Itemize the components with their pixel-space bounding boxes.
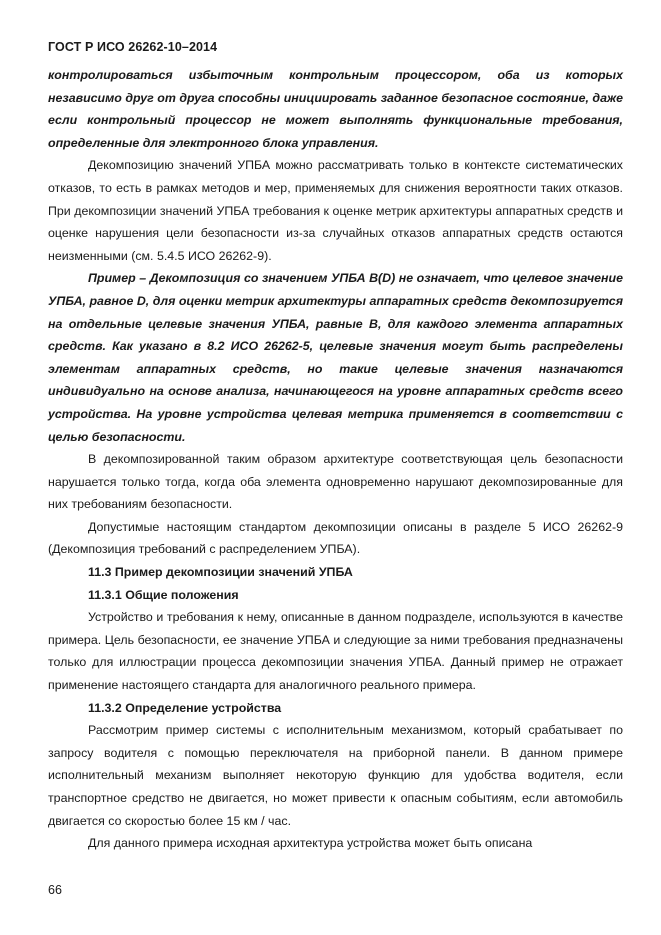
section-heading-11-3: 11.3 Пример декомпозиции значений УПБА: [88, 565, 353, 580]
paragraph-item-definition: Рассмотрим пример системы с исполнительным механизмом, который срабатывает по запросу водителя с помощью переключателя на приборной панели. В данном примере исполнительный механизм выполняет некоторую функцию для удобства водителя, если транспортное средство не двигается, но может привести к опасным событиям, если автомобиль двигается со скоростью более 15 км / час.: [48, 723, 623, 828]
paragraph-general-provisions: Устройство и требования к нему, описанные в данном подразделе, используются в качестве примера. Цель безопасности, ее значение УПБА и следующие за ними требования предназначены только для иллюстрации процесса декомпозиции значения УПБА. Данный пример не отражает применение настоящего стандарта для аналогичного реального примера.: [48, 610, 623, 693]
paragraph-initial-architecture: Для данного примера исходная архитектура устройства может быть описана: [88, 836, 533, 851]
section-heading-11-3-1: 11.3.1 Общие положения: [88, 587, 239, 602]
page-number: 66: [48, 883, 62, 897]
page-body: [48, 64, 623, 855]
document-header: ГОСТ Р ИСО 26262-10–2014: [48, 40, 218, 54]
paragraph-allowed-decompositions: Допустимые настоящим стандартом декомпозиции описаны в разделе 5 ИСО 26262-9 (Декомпозиция требований с распределением УПБА).: [48, 519, 623, 557]
paragraph-decomposed-architecture: В декомпозированной таким образом архитектуре соответствующая цель безопасности нарушается только тогда, когда оба элемента одновременно нарушают декомпозированные для них требованиям безопасности.: [48, 452, 623, 512]
section-heading-11-3-2: 11.3.2 Определение устройства: [88, 700, 282, 715]
paragraph-decomposition-context: Декомпозицию значений УПБА можно рассматривать только в контексте систематических отказов, то есть в рамках методов и мер, применяемых для снижения вероятности таких отказов. При декомпозиции значений УПБА требования к оценке метрик архитектуры аппаратных средств и оценке нарушения цели безопасности из-за случайных отказов аппаратных средств остаются неизменными (см. 5.4.5 ИСО 26262-9).: [48, 158, 623, 263]
paragraph-example: Пример – Декомпозиция со значением УПБА B(D) не означает, что целевое значение УПБА, равное D, для оценки метрик архитектуры аппаратных средств декомпозируется на отдельные целевые значения УПБА, равные B, для каждого элемента аппаратных средств. Как указано в 8.2 ИСО 26262-5, целевые значения могут быть распределены элементам аппаратных средств, но такие целевые значения назначаются индивидуально на основе анализа, начинающегося на уровне аппаратных средств всего устройства. На уровне устройства целевая метрика применяется в соответствии с целью безопасности.: [48, 271, 623, 444]
paragraph-continuation: контролироваться избыточным контрольным процессором, оба из которых независимо друг от друга способны инициировать заданное безопасное состояние, даже если контрольный процессор не может выполнять функциональные требования, определенные для электронного блока управления.: [48, 68, 623, 150]
